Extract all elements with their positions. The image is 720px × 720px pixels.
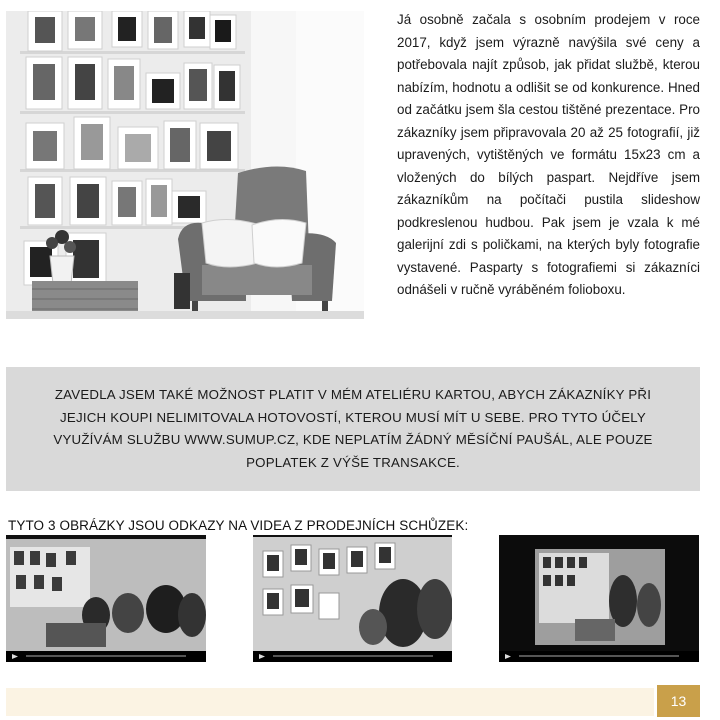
footer-bar — [6, 688, 654, 716]
video-thumbnail-1 — [6, 535, 206, 662]
gallery-wall-photo — [6, 11, 364, 319]
card-payment-callout — [6, 367, 700, 491]
sales-meeting-video-link-3[interactable] — [499, 535, 699, 662]
videos-heading: TYTO 3 OBRÁZKY JSOU ODKAZY NA VIDEA Z PRODEJNÍCH SCHŮZEK: — [8, 518, 469, 533]
sales-meeting-video-link-1[interactable] — [6, 535, 206, 662]
intro-paragraph: Já osobně začala s osobním prodejem v roce 2017, když jsem výrazně navýšila své ceny a potřebovala najít způsob, jak přidat službě, kterou nabízím, hodnotu a odlišit se od konkurence. Hned od začátku jsem šla cestou tištěné prezentace. Pro zákazníky jsem připravovala 20 až 25 fotografií, již upravených, vytištěných ve formátu 15x23 cm a vložených do bílých paspart. Nejdříve jsem zákazníkům na počítači pustila slideshow podkreslenou hudbou. Pak jsem je vzala k mé galerijní zdi s poličkami, na kterých byly fotografie vystavené. Pasparty s fotografiemi si zákazníci odnášeli v ručně vyráběném folioboxu. — [397, 12, 700, 297]
video-thumbnail-3 — [499, 535, 699, 662]
video-thumbnail-2 — [253, 535, 452, 662]
callout-text: ZAVEDLA JSEM TAKÉ MOŽNOST PLATIT V MÉM ATELIÉRU KARTOU, ABYCH ZÁKAZNÍKY PŘI JEJICH KOUPI NELIMITOVALA HOTOVOSTÍ, KTEROU MUSÍ MÍT U SEBE. PRO TYTO ÚČELY VYUŽÍVÁM SLUŽBU WWW.SUMUP.CZ, KDE NEPLATÍM ŽÁDNÝ MĚSÍČNÍ PAUŠÁL, ALE POUZE POPLATEK Z VÝŠE TRANSAKCE. — [53, 387, 653, 470]
page-number: 13 — [657, 685, 700, 717]
sales-meeting-video-link-2[interactable] — [253, 535, 452, 662]
